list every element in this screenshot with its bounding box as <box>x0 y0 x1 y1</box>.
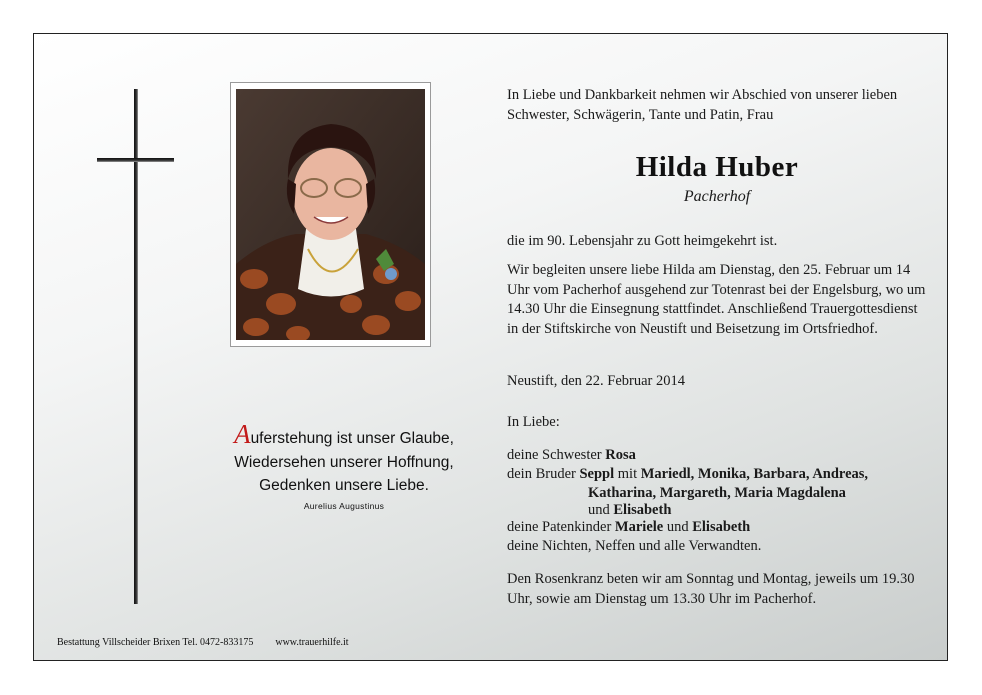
obituary-card <box>33 33 948 661</box>
deceased-name: Hilda Huber <box>635 151 799 183</box>
relative-name: Rosa <box>605 447 636 463</box>
quote-author: Aurelius Augustinus <box>303 500 385 511</box>
relatives-list <box>507 446 937 556</box>
website-link[interactable]: www.trauerhilfe.it <box>275 637 349 648</box>
footer <box>57 637 349 648</box>
relative-godchildren <box>507 518 937 537</box>
cross-icon <box>134 89 138 604</box>
relative-label: dein Bruder <box>507 466 580 482</box>
quote-block <box>194 419 494 512</box>
relative-name: Katharina, Margareth, Maria Magdalena <box>588 485 846 501</box>
quote-line-1-text: uferstehung ist unser Glaube, <box>250 430 454 447</box>
relative-others: deine Nichten, Neffen und alle Verwandten. <box>507 538 762 554</box>
relative-brother <box>507 465 937 484</box>
relative-brother-family <box>507 484 937 503</box>
quote-line-2: Wiedersehen unserer Hoffnung, <box>234 453 454 471</box>
relative-brother-family-end <box>507 503 937 518</box>
relative-name: Seppl <box>579 466 615 482</box>
quote-line-1 <box>194 419 494 451</box>
relative-label: deine Patenkinder <box>507 519 615 535</box>
relative-name: Elisabeth <box>613 502 672 518</box>
relative-name: Elisabeth <box>692 519 751 535</box>
portrait-photo <box>236 89 425 340</box>
relative-label: mit <box>614 466 641 482</box>
relative-label: und <box>663 519 693 535</box>
intro-text: In Liebe und Dankbarkeit nehmen wir Abschied von unserer lieben Schwester, Schwägerin, Tante und Patin, Frau <box>507 87 898 123</box>
portrait-frame <box>230 82 431 347</box>
relative-name: Mariele <box>614 519 664 535</box>
cross-icon-bar <box>97 158 174 162</box>
funeral-details: Wir begleiten unsere liebe Hilda am Dienstag, den 25. Februar um 14 Uhr vom Pacherhof ausgehend zur Totenrast bei der Engelsburg, wo um 14.30 Uhr die Einsegnung stattfindet. Anschließend Trauergottesdienst in der Stiftskirche von Neustift und Beisetzung im Ortsfriedhof. <box>507 262 926 337</box>
relative-label: deine Schwester <box>507 447 606 463</box>
funeral-home-contact: Bestattung Villscheider Brixen Tel. 0472-833175 <box>57 637 254 648</box>
place-date: Neustift, den 22. Februar 2014 <box>507 373 685 389</box>
quote-line-3: Gedenken unsere Liebe. <box>259 477 429 494</box>
in-love-heading: In Liebe: <box>507 414 560 430</box>
relative-label: und <box>588 502 614 518</box>
deceased-farm: Pacherhof <box>683 188 751 205</box>
quote-initial: A <box>234 419 251 449</box>
relative-name: Mariedl, Monika, Barbara, Andreas, <box>640 466 869 482</box>
relative-sister <box>507 446 937 465</box>
age-line: die im 90. Lebensjahr zu Gott heimgekehrt ist. <box>507 233 778 249</box>
rosary-info: Den Rosenkranz beten wir am Sonntag und Montag, jeweils um 19.30 Uhr, sowie am Dienstag um 13.30 Uhr im Pacherhof. <box>507 571 915 607</box>
